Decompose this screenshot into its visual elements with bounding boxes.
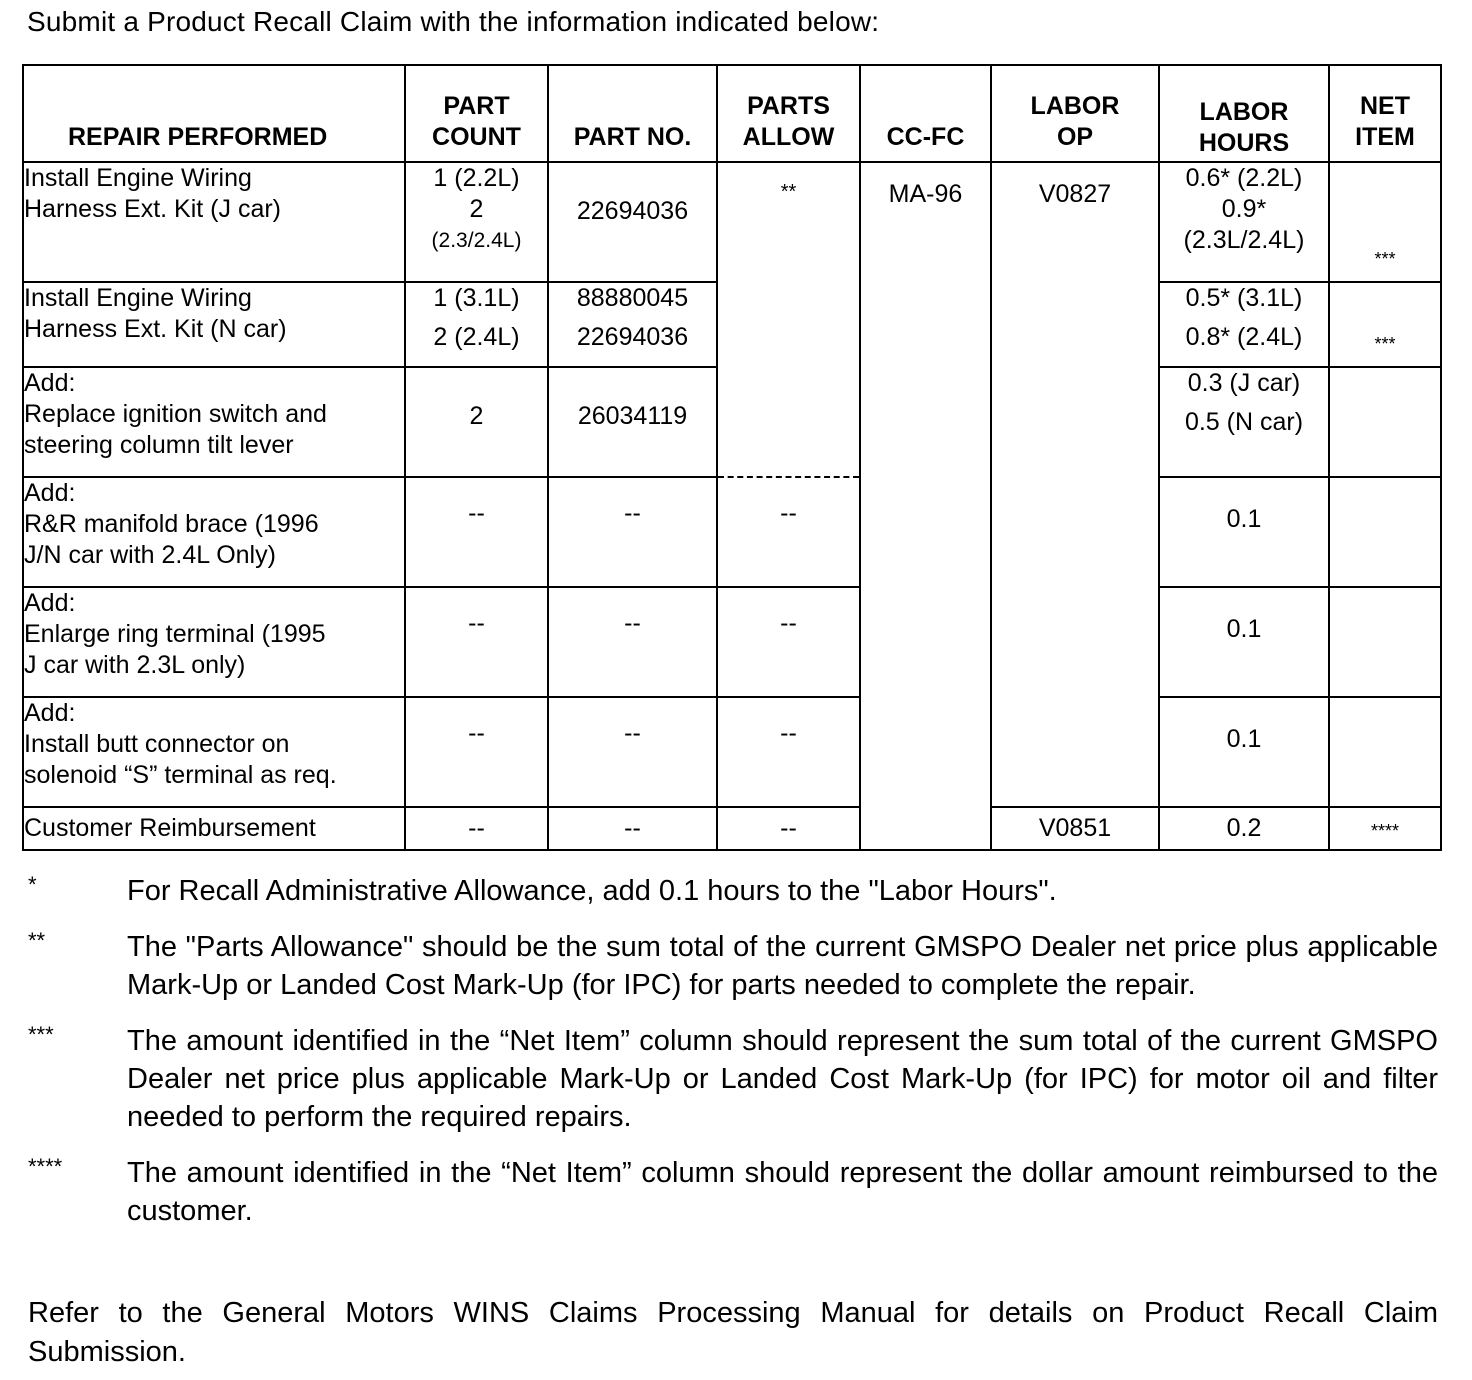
footnote [28,1022,1438,1136]
part-count-cell: 1 (3.1L) 2 (2.4L) [405,282,548,367]
table-row [23,807,1441,850]
parts-allow-cell: -- [717,807,860,850]
part-no-cell: -- [548,697,717,807]
part-count-cell: 2 [405,367,548,477]
footnote [28,872,1438,910]
refer-text: Refer to the General Motors WINS Claims Processing Manual for details on Product Recall Claim Submission. [28,1297,1438,1368]
footnotes [28,872,1438,1248]
footnote-mark: *** [28,1022,54,1047]
repair-cell: Add: R&R manifold brace (1996 J/N car with 2.4L Only) [23,477,405,587]
footnote-mark: **** [28,1154,63,1179]
part-count-cell: -- [405,697,548,807]
header-labor-op: LABOR OP [991,65,1159,162]
repair-cell: Add: Enlarge ring terminal (1995 J car with 2.3L only) [23,587,405,697]
parts-allow-cell: -- [717,587,860,697]
parts-allow-cell: -- [717,477,860,587]
labor-hours-cell: 0.2 [1159,807,1329,850]
header-repair-performed: REPAIR PERFORMED [23,65,405,162]
repair-cell: Add: Replace ignition switch and steering column tilt lever [23,367,405,477]
parts-allow-shared-cell: ** [717,162,860,477]
labor-hours-cell: 0.3 (J car) 0.5 (N car) [1159,367,1329,477]
header-part-no: PART NO. [548,65,717,162]
labor-hours-cell: 0.1 [1159,477,1329,587]
footnote [28,928,1438,1004]
table-row [23,697,1441,807]
net-item-cell: **** [1329,807,1441,850]
labor-hours-cell: 0.6* (2.2L) 0.9* (2.3L/2.4L) [1159,162,1329,282]
repair-cell: Install Engine Wiring Harness Ext. Kit (N car) [23,282,405,367]
net-item-cell [1329,477,1441,587]
footnote-text: The amount identified in the “Net Item” column should represent the dollar amount reimbursed to the customer. [127,1157,1438,1227]
header-part-count: PART COUNT [405,65,548,162]
part-no-cell: 88880045 22694036 [548,282,717,367]
part-count-cell: -- [405,807,548,850]
table-row [23,162,1441,282]
part-no-cell: -- [548,807,717,850]
part-count-cell: 1 (2.2L) 2 (2.3/2.4L) [405,162,548,282]
header-row [23,65,1441,162]
footnote-text: The "Parts Allowance" should be the sum total of the current GMSPO Dealer net price plus applicable Mark-Up or Landed Cost Mark-Up (for IPC) for parts needed to complete the repair. [127,931,1438,1001]
table-row [23,587,1441,697]
part-count-cell: -- [405,477,548,587]
footnote-text: For Recall Administrative Allowance, add 0.1 hours to the "Labor Hours". [127,875,1057,907]
header-labor-hours: LABOR HOURS [1159,65,1329,162]
parts-allow-cell: -- [717,697,860,807]
table-row [23,477,1441,587]
labor-op-cell: V0851 [991,807,1159,850]
footnote [28,1154,1438,1230]
labor-hours-cell: 0.1 [1159,697,1329,807]
labor-hours-cell: 0.1 [1159,587,1329,697]
part-count-cell: -- [405,587,548,697]
intro-text: Submit a Product Recall Claim with the information indicated below: [27,6,880,37]
net-item-cell: *** [1329,282,1441,367]
footnote-text: The amount identified in the “Net Item” column should represent the sum total of the current GMSPO Dealer net price plus applicable Mark-Up or Landed Cost Mark-Up (for IPC) for motor oil and filter needed to perform the required repairs. [127,1025,1438,1133]
repair-cell: Add: Install butt connector on solenoid “S” terminal as req. [23,697,405,807]
part-no-cell: 22694036 [548,162,717,282]
header-net-item: NET ITEM [1329,65,1441,162]
net-item-cell [1329,367,1441,477]
net-item-cell [1329,587,1441,697]
recall-claim-table [22,64,1442,851]
repair-cell: Customer Reimbursement [23,807,405,850]
labor-hours-cell: 0.5* (3.1L) 0.8* (2.4L) [1159,282,1329,367]
footnote-mark: ** [28,928,46,953]
net-item-cell [1329,697,1441,807]
footnote-mark: * [28,872,37,897]
part-no-cell: -- [548,587,717,697]
net-item-cell: *** [1329,162,1441,282]
part-no-cell: -- [548,477,717,587]
labor-op-cell: V0827 [991,162,1159,807]
header-cc-fc: CC-FC [860,65,991,162]
cc-fc-cell: MA-96 [860,162,991,850]
repair-cell: Install Engine Wiring Harness Ext. Kit (J car) [23,162,405,282]
header-parts-allow: PARTS ALLOW [717,65,860,162]
part-no-cell: 26034119 [548,367,717,477]
